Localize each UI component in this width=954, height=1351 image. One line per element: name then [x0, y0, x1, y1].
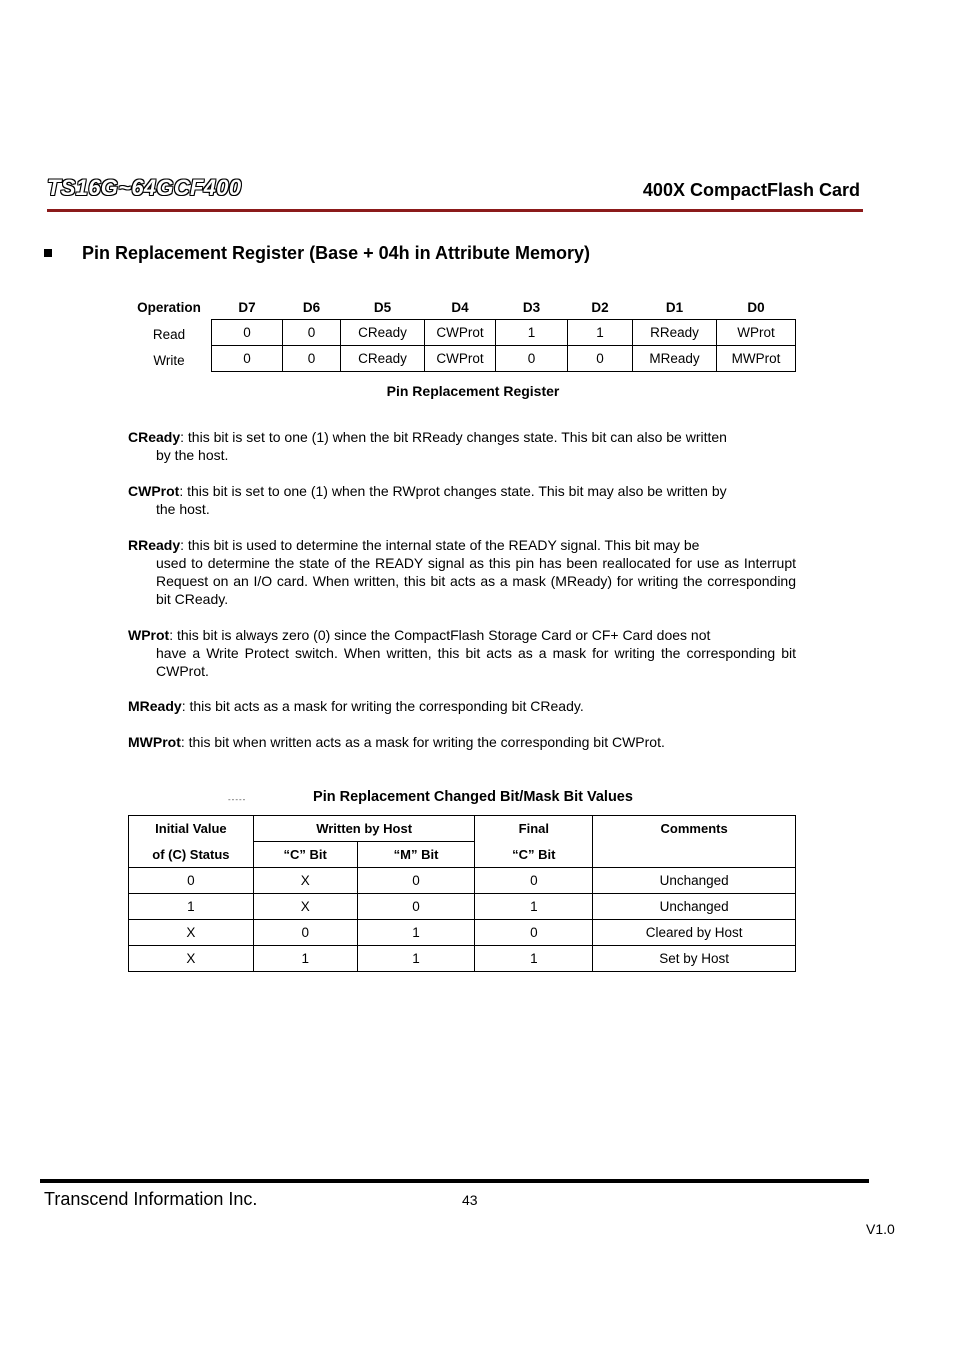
register-cell: CWProt — [424, 345, 496, 372]
definition-term: MReady — [128, 698, 182, 714]
table-cell: 0 — [475, 868, 593, 894]
register-header-d0: D0 — [747, 300, 765, 315]
definition-continuation: by the host. — [156, 447, 229, 463]
register-cell: CReady — [340, 345, 425, 372]
table-row — [129, 868, 796, 894]
table-cell: 1 — [253, 946, 357, 972]
register-header-d7: D7 — [238, 300, 256, 315]
definition-term: CReady — [128, 429, 181, 445]
mask-bit-table — [128, 815, 796, 972]
definition-term: WProt — [128, 627, 170, 643]
mask-table-caption: Pin Replacement Changed Bit/Mask Bit Values — [313, 789, 633, 805]
table-cell: 0 — [357, 868, 475, 894]
register-cell: 1 — [495, 319, 568, 346]
header-comments-blank — [593, 842, 796, 868]
definition-creday — [128, 428, 796, 464]
table-cell: X — [253, 894, 357, 920]
table-cell: X — [253, 868, 357, 894]
register-table-caption: Pin Replacement Register — [386, 383, 560, 399]
register-header-d2: D2 — [591, 300, 609, 315]
table-cell: 0 — [253, 920, 357, 946]
definition-wprot — [128, 626, 796, 680]
footer-company: Transcend Information Inc. — [44, 1189, 258, 1209]
register-cell: 0 — [282, 319, 341, 346]
register-header-d6: D6 — [302, 300, 321, 315]
header-c-bit: “C” Bit — [253, 842, 357, 868]
table-cell: 1 — [129, 894, 254, 920]
register-cell: WProt — [716, 319, 796, 346]
section-heading: Pin Replacement Register (Base + 04h in Attribute Memory) — [82, 243, 590, 263]
definition-continuation: used to determine the state of the READY signal as this pin has been reallocated for use as Interrupt Request on an I/O card. When written, this bit acts as a mask (MReady) for writing the corresponding bit CReady. — [156, 555, 796, 607]
register-cell: 0 — [495, 345, 568, 372]
header-initial-value: Initial Value — [129, 816, 254, 842]
table-row — [129, 946, 796, 972]
table-cell: X — [129, 920, 254, 946]
footer-rule — [40, 1179, 869, 1183]
table-row — [129, 920, 796, 946]
register-header-d3: D3 — [522, 300, 541, 315]
register-row-label-write: Write — [153, 353, 185, 368]
definition-cwprot — [128, 482, 796, 518]
table-row — [129, 894, 796, 920]
header-m-bit: “M” Bit — [357, 842, 475, 868]
definition-text: : this bit is set to one (1) when the RWprot changes state. This bit may also be written by — [179, 483, 727, 499]
header-final-c-bit: “C” Bit — [475, 842, 593, 868]
definition-term: CWProt — [128, 483, 180, 499]
definition-text: : this bit is set to one (1) when the bit RReady changes state. This bit can also be written — [180, 429, 727, 445]
definition-continuation: the host. — [156, 501, 210, 517]
register-header-d5: D5 — [373, 300, 392, 315]
table-cell: X — [129, 946, 254, 972]
table-cell: Unchanged — [593, 894, 796, 920]
register-cell: 0 — [211, 345, 283, 372]
header-c-status: of (C) Status — [129, 842, 254, 868]
register-header-d4: D4 — [451, 300, 469, 315]
register-cell: 0 — [211, 319, 283, 346]
square-bullet-icon — [44, 249, 52, 257]
header-written-by-host: Written by Host — [253, 816, 475, 842]
register-row-label-read: Read — [152, 327, 186, 342]
definition-rready — [128, 536, 796, 608]
register-cell: CReady — [340, 319, 425, 346]
page-number: 43 — [462, 1192, 478, 1208]
definition-mwprot — [128, 733, 796, 751]
definition-term: MWProt — [128, 734, 181, 750]
definition-text: : this bit when written acts as a mask for writing the corresponding bit CWProt. — [180, 734, 665, 750]
table-cell: 1 — [475, 894, 593, 920]
table-cell: 1 — [475, 946, 593, 972]
document-title: TS16G~64GCF400 — [47, 175, 242, 200]
table-cell: 0 — [357, 894, 475, 920]
definition-continuation: have a Write Protect switch. When written, this bit acts as a mask for writing the corresponding bit CWProt. — [156, 645, 796, 679]
register-header-operation: Operation — [137, 300, 201, 315]
register-cell: RReady — [632, 319, 717, 346]
table-cell: 0 — [475, 920, 593, 946]
register-cell: 0 — [567, 345, 633, 372]
header-final: Final — [475, 816, 593, 842]
table-cell: Set by Host — [593, 946, 796, 972]
document-subtitle: 400X CompactFlash Card — [642, 180, 860, 200]
definition-text: : this bit acts as a mask for writing the corresponding bit CReady. — [181, 698, 584, 714]
register-cell: 0 — [282, 345, 341, 372]
register-cell: 1 — [567, 319, 633, 346]
register-cell: MWProt — [716, 345, 796, 372]
definition-text: : this bit is always zero (0) since the CompactFlash Storage Card or CF+ Card does not — [169, 627, 711, 643]
table-cell: 0 — [129, 868, 254, 894]
table-cell: 1 — [357, 920, 475, 946]
register-cell: MReady — [632, 345, 717, 372]
definition-term: RReady — [128, 537, 181, 553]
table-cell: Unchanged — [593, 868, 796, 894]
definition-text: : this bit is used to determine the internal state of the READY signal. This bit may be — [180, 537, 700, 553]
table-cell: Cleared by Host — [593, 920, 796, 946]
definition-mready — [128, 697, 796, 715]
register-header-d1: D1 — [665, 300, 684, 315]
header-comments: Comments — [593, 816, 796, 842]
register-cell: CWProt — [424, 319, 496, 346]
caption-fragment: ----- — [228, 795, 247, 804]
header-rule — [47, 209, 863, 212]
version-label: V1.0 — [866, 1221, 895, 1237]
table-cell: 1 — [357, 946, 475, 972]
